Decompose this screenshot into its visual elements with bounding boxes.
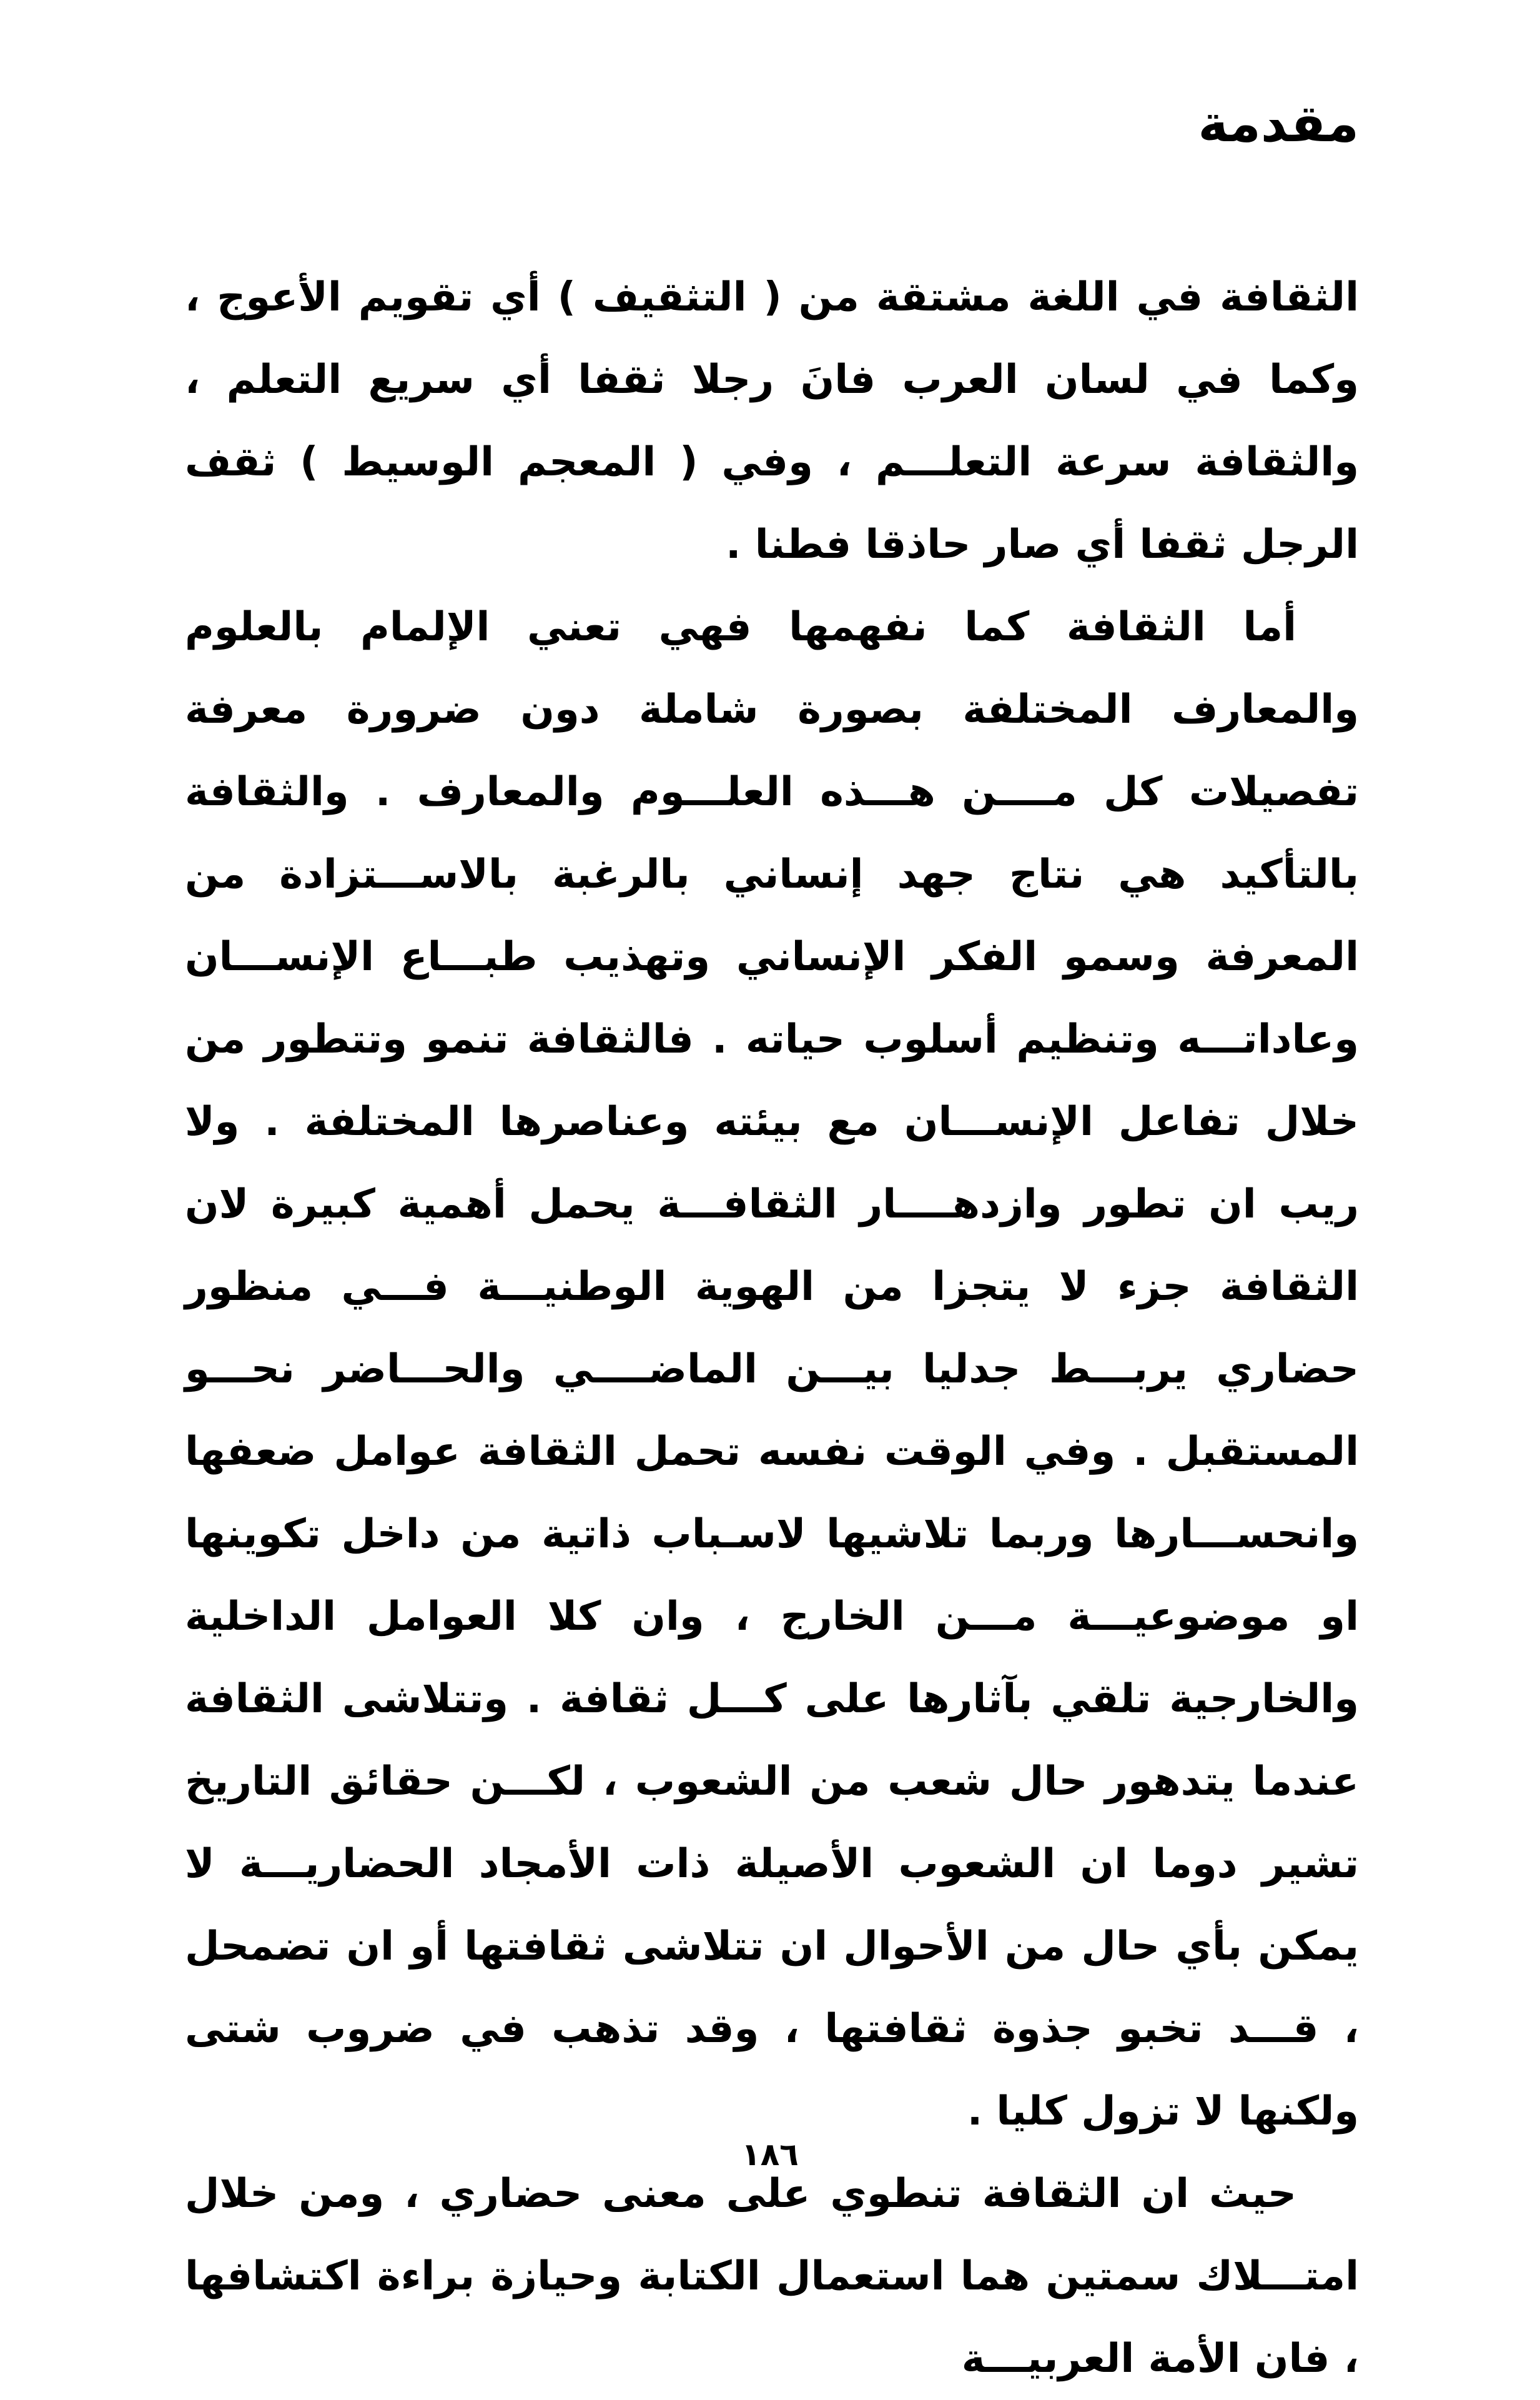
paragraph-civilization: حيث ان الثقافة تنطوي على معنى حضاري ، ومن خلال امتـــلاك سمتين هما استعمال الكتابة وحيازة براءة اكتشافها ، فان الأمة العربيـــة bbox=[185, 2171, 1359, 2382]
page-number: ١٨٦ bbox=[741, 2136, 799, 2173]
paragraph-culture-meaning: أما الثقافة كما نفهمها فهي تعني الإلمام بالعلوم والمعارف المختلفة بصورة شاملة دون ضرورة معرفة تفصيلات كل مــــن هـــذه العلـــوم والمعارف . والثقافة بالتأكيد هي نتاج جهد إنساني بالرغبة بالاســـتزادة من المعرفة وسمو الفكر الإنساني وتهذيب طبـــاع الإنســـان وعاداتـــه وتنظيم أسلوب حياته . فالثقافة تنمو وتتطور من خلال تفاعل الإنســـان مع بيئته وعناصرها المختلفة . ولا ريب ان تطور وازدهــــار الثقافـــة يحمل أهمية كبيرة لان الثقافة جزء لا يتجزا من الهوية الوطنيـــة فـــي منظور حضاري يربـــط جدليا بيـــن الماضــــي والحـــاضر نحـــو المستقبل . وفي الوقت نفسه تحمل الثقافة عوامل ضعفها وانحســـارها وربما تلاشيها لاسـباب ذاتية من داخل تكوينها او موضوعيـــة مـــن الخارج ، وان كلا العوامل الداخلية والخارجية تلقي بآثارها على كـــل ثقافة . وتتلاشى الثقافة عندما يتدهور حال شعب من الشعوب ، لكـــن حقائق التاريخ تشير دوما ان الشعوب الأصيلة ذات الأمجاد الحضاريـــة لا يمكن بأي حال من الأحوال ان تتلاشى ثقافتها أو ان تضمحل ، قـــد تخبو جذوة ثقافتها ، وقد تذهب في ضروب شتى ولكنها لا تزول كليا . bbox=[185, 604, 1359, 2135]
paragraph-definition: الثقافة في اللغة مشتقة من ( التثقيف ) أي تقويم الأعوج ، وكما في لسان العرب فانَ رجلا ثقفا أي سريع التعلم ، والثقافة سرعة التعلـــم ، وفي ( المعجم الوسيط ) ثقف الرجل ثقفا أي صار حاذقا فطنا . bbox=[185, 274, 1359, 568]
page-title: مقدمة bbox=[1198, 94, 1359, 154]
body-text bbox=[185, 256, 1359, 2400]
